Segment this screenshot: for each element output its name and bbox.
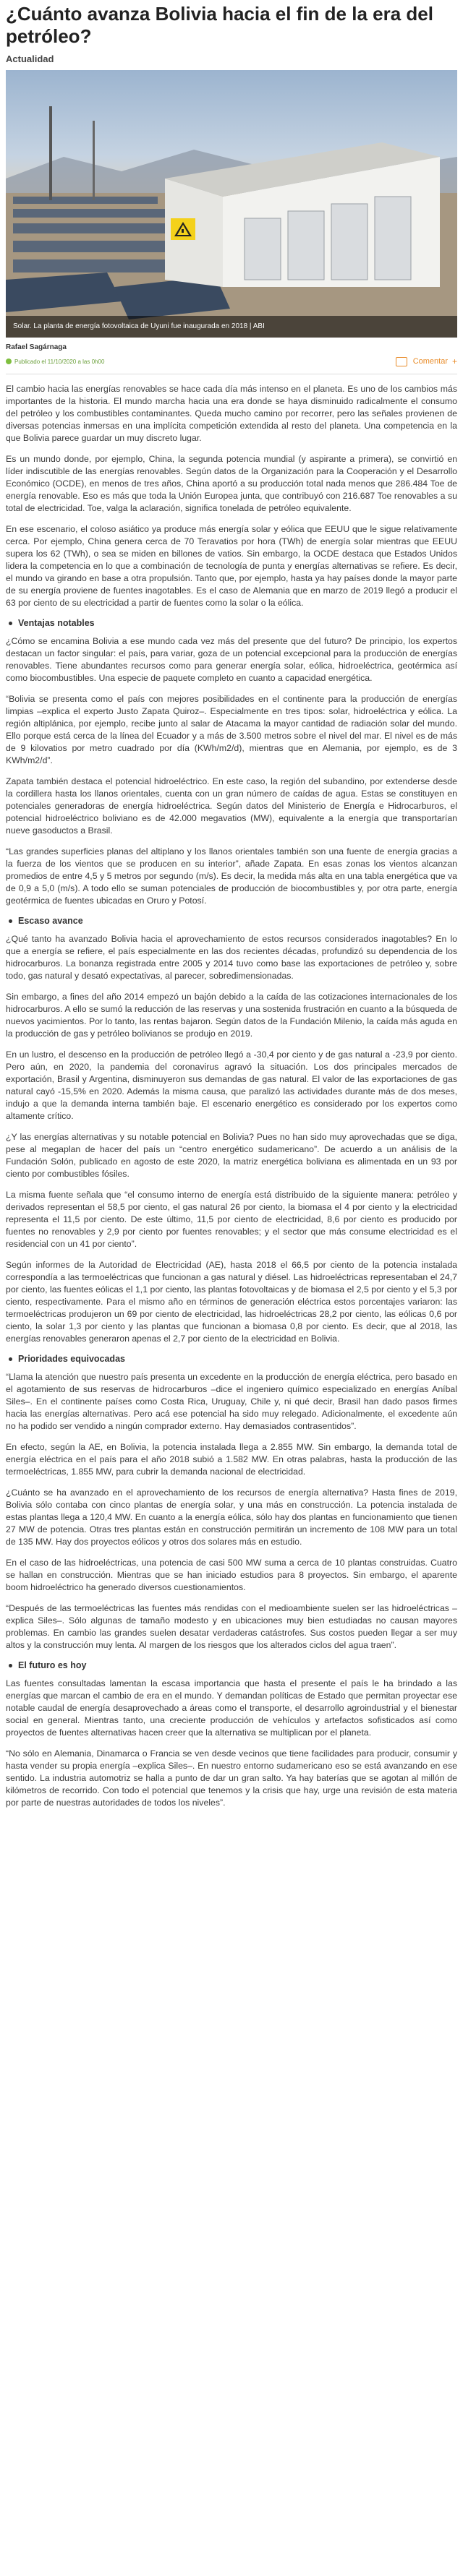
clock-icon bbox=[6, 359, 12, 364]
paragraph: ¿Y las energías alternativas y su notable potencial en Bolivia? Pues no han sido muy aprovechadas que se diga, pese al megaplan de hacer del país un “centro energético sudamericano”. De acuerdo a un análisis de la Fundación Solón, publicado en agosto de este 2020, la matriz energética boliviana es alimentada en un 93 por ciento por combustibles fósiles. bbox=[6, 1132, 457, 1179]
section-heading-text: El futuro es hoy bbox=[18, 1660, 87, 1670]
paragraph: La misma fuente señala que “el consumo interno de energía está distribuido de la siguiente manera: petróleo y derivados representan el 58,5 por ciento, el gas natural 26 por ciento, la biomasa el 4 por ciento y la electricidad representa el 11,5 por ciento. De este último, 11,5 por ciento de electricidad, 8,6 por ciento es producido por fuentes no renovables y 2,9 por ciento por fuentes renovables; y el sector que más consume electricidad es el residencial con un 41 por ciento”. bbox=[6, 1190, 457, 1249]
hero-caption: Solar. La planta de energía fotovoltaica de Uyuni fue inaugurada en 2018 | ABI bbox=[6, 316, 457, 338]
paragraph: Según informes de la Autoridad de Electricidad (AE), hasta 2018 el 66,5 por ciento de la potencia instalada correspondía a las termoeléctricas que funcionan a gas natural y diésel. Las hidroeléctricas representaban el 24,7 por ciento, las fuentes eólicas el 1,1 por ciento, las plantas fotovoltaicas y de biomasa el 2,5 por ciento y el 5,3 por ciento, respectivamente. Para el mismo año en términos de generación eléctrica estos porcentajes variaron: las termoeléctricas produjeron un 69 por ciento de electricidad, las hidroeléctricas 28,2 por ciento, las eólicas 0,6 por ciento, la solar 1,3 por ciento y las plantas que funcionan a biomasa 0,8 por ciento. Es decir, que al 2018, las energías renovables generaron apenas el 2,7 por ciento de la electricidad en Bolivia. bbox=[6, 1260, 457, 1344]
author-name[interactable]: Rafael Sagárnaga bbox=[6, 343, 67, 351]
article-title: ¿Cuánto avanza Bolivia hacia el fin de la era del petróleo? bbox=[6, 3, 433, 47]
paragraph: En un lustro, el descenso en la producción de petróleo llegó a -30,4 por ciento y de gas natural a -23,9 por ciento. Pero aún, en 2020, la pandemia del coronavirus agravó la situación. Los dos principales mercados de exportación, Brasil y Argentina, disminuyeron sus demandas de gas natural. El valor de las exportaciones de gas natural cayó -15,5% en 2020. Además la misma causa, que paralizó las actividades durante más de dos meses, indujo a que la demanda interna también baje. El escenario energético es considerado por los expertos como altamente crítico. bbox=[6, 1049, 457, 1121]
article-section-escaso-avance bbox=[6, 916, 457, 1345]
article-section-prioridades bbox=[6, 1354, 457, 1652]
comment-link[interactable]: Comentar bbox=[412, 357, 448, 366]
paragraph: ¿Qué tanto ha avanzado Bolivia hacia el aprovechamiento de estos recursos considerados inagotables? En lo que a energía se refiere, el país especialmente en las dos recientes décadas, profundizó su dependencia de los hidrocarburos. La bonanza registrada entre 2005 y 2014 tuvo como base las exportaciones de petróleo y, sobre todo, gas natural y desató expectativas, al parecer, sobredimensionadas. bbox=[6, 934, 457, 981]
bullet-icon bbox=[9, 1664, 12, 1667]
comment-icon[interactable] bbox=[396, 357, 407, 366]
paragraph: Sin embargo, a fines del año 2014 empezó un bajón debido a la caída de las cotizaciones internacionales de los hidrocarburos. A ello se sumó la reducción de las reservas y una sostenida frustración en cuanto a la búsqueda de nuevos yacimientos. Por lo tanto, las rentas bajaron. Según datos de la Fundación Milenio, la caída más aguda en la producción de gas y petróleo bolivianos se produjo en 2019. bbox=[6, 992, 457, 1039]
section-heading-text: Ventajas notables bbox=[18, 618, 95, 628]
paragraph: El cambio hacia las energías renovables se hace cada día más intenso en el planeta. Es uno de los cambios más importantes de la historia. El mundo marcha hacia una era donde se haya disminuido radicalmente el consumo del petróleo y los combustibles contaminantes. Queda mucho camino por recorrer, pero las señales provienen de diversas potencias inmersas en una implícita competición extendida al resto del planeta. Una competencia en la que Bolivia parece guardar un muy discreto lugar. bbox=[6, 384, 457, 443]
solar-plant-illustration bbox=[6, 70, 457, 338]
bullet-icon bbox=[9, 1357, 12, 1361]
hero-image bbox=[6, 70, 457, 338]
paragraph: Las fuentes consultadas lamentan la escasa importancia que hasta el presente el país le ha brindado a las energías que marcan el cambio de era en el mundo. Y demandan políticas de Estado que permitan proyectar ese notable caudal de energía desaprovechado a áreas como el transporte, el desarrollo agroindustrial y el bienestar social en general. Mientras tanto, una creciente producción de vehículos y artefactos sofisticados así como proyectos de fuentes alternativas hacen creer que la alternativa se multiplican por el planeta. bbox=[6, 1678, 457, 1738]
paragraph: En el caso de las hidroeléctricas, una potencia de casi 500 MW suma a cerca de 10 plantas construidas. Cuatro se hallan en construcción. Mientras que se han iniciado estudios para 8 proyectos. Sin embargo, el aparente boom hidroeléctrico ha generado diversos cuestionamientos. bbox=[6, 1558, 457, 1592]
meta-row bbox=[6, 353, 457, 369]
plus-icon[interactable]: + bbox=[451, 356, 457, 366]
paragraph: “Después de las termoeléctricas las fuentes más rendidas con el medioambiente suelen ser las hidroeléctricas –explica Siles–. Sólo algunas de tamaño modesto y en ubicaciones muy bien estudiadas no causan mayores problemas. En cambio las grandes suelen desatar verdaderas catástrofes. Sus costos pueden llegar a ser muy altos y la construcción muy lenta. Al margen de los riesgos que los alterados ciclos del agua traen”. bbox=[6, 1603, 457, 1650]
publish-date: Publicado el 11/10/2020 a las 0h00 bbox=[14, 358, 105, 365]
article-page bbox=[0, 3, 463, 1809]
paragraph: “Llama la atención que nuestro país presenta un excedente en la producción de energía eléctrica, pero basado en el agotamiento de sus reservas de hidrocarburos –dice el ingeniero químico especializado en energías Aníbal Siles–. En el continente países como Costa Rica, Uruguay, Chile y, ni qué decir, Brasil han dado pasos firmes hacia las energías alternativas. Pero acá ese potencial ha sido muy relegado. Adicionalmente, el excedente aún no ha podido ser vendido a ningún comprador externo. Hay demasiados contrasentidos”. bbox=[6, 1372, 457, 1431]
paragraph: ¿Cómo se encamina Bolivia a ese mundo cada vez más del presente que del futuro? De principio, los expertos destacan un factor singular: el país, para variar, goza de un potencial excepcional para la producción de energías renovables. Tiene abundantes recursos como para generar energía solar, eólica, hidroeléctrica, geotérmica así como biocombustibles. Una especie de paquete completo en cuanto a capacidad energética. bbox=[6, 636, 457, 683]
paragraph: “No sólo en Alemania, Dinamarca o Francia se ven desde vecinos que tiene facilidades para producir, consumir y hasta vender su propia energía –explica Siles–. En nuestro entorno sudamericano eso se está avanzando en ese sentido. La industria automotriz se halla a punto de dar un gran salto. Ya hay baterías que se agotan al millón de kilómetros de recorrido. Con todo el potencial que tenemos y la crisis que hay, urge una revisión de esta materia por parte de nuestras autoridades de todos los niveles”. bbox=[6, 1748, 457, 1808]
paragraph: Es un mundo donde, por ejemplo, China, la segunda potencia mundial (y aspirante a primera), se convirtió en líder indiscutible de las energías renovables. Según datos de la Organización para la Cooperación y el Desarrollo Económico (OCDE), en menos de tres años, China aportó a su producción total nada menos que 286.484 Toe de energía renovable. Eso es más que toda la Unión Europea junta, que contribuyó con 216.687 Toe renovables a su total de electricidad. Toe, valga la aclaración, significa tonelada de petróleo equivalente. bbox=[6, 454, 457, 513]
paragraph: “Bolivia se presenta como el país con mejores posibilidades en el continente para la producción de energías limpias –explica el experto Justo Zapata Quiroz–. Especialmente en tres tipos: solar, hidroeléctrica y eólica. La región altiplánica, por ejemplo, recibe junto al salar de Atacama la mayor cantidad de radiación solar del mundo. Ello porque está cerca de la línea del Ecuador y a más de 3.500 metros sobre el nivel del mar. El nivel es de más de 9 kilovatios por metro cuadrado por día (KWh/m2/d), mientras que en Alemania, por ejemplo, es de 3 KWh/m2/d”. bbox=[6, 694, 457, 765]
section-heading bbox=[9, 618, 457, 628]
section-heading bbox=[9, 1354, 457, 1364]
article-section-intro bbox=[6, 383, 457, 609]
section-heading bbox=[9, 916, 457, 926]
section-heading-text: Prioridades equivocadas bbox=[18, 1354, 125, 1364]
article-category[interactable]: Actualidad bbox=[6, 53, 54, 64]
section-heading-text: Escaso avance bbox=[18, 916, 83, 926]
paragraph: Zapata también destaca el potencial hidroeléctrico. En este caso, la región del subandino, por extenderse desde la cordillera hasta los llanos orientales, cuenta con un gran número de caídas de agua. Estas se constituyen en potenciales generadoras de energía hidroeléctrica. Según datos del Ministerio de Energía e Hidrocarburos, el potencial hidroeléctrico boliviano es de 42.000 megavatios (MW), equivalente a la energía que transportarían nueve gasoductos a Brasil. bbox=[6, 776, 457, 836]
section-heading bbox=[9, 1660, 457, 1670]
bullet-icon bbox=[9, 622, 12, 625]
paragraph: “Las grandes superficies planas del altiplano y los llanos orientales también son una fuente de energía gracias a la fuerza de los vientos que se producen en su interior”, añade Zapata. En esas zonas los vientos alcanzan promedios de entre 4,5 y 5 metros por segundo (m/s). Es decir, la medida más alta en una tabla energética que va de 0,9 a 5,0 (m/s). A todo ello se suman potenciales de producción de biocombustibles y, por otra parte, energía geotérmica de fuentes ubicadas en Oruro y Potosí. bbox=[6, 846, 457, 906]
paragraph: ¿Cuánto se ha avanzado en el aprovechamiento de los recursos de energía alternativa? Hasta fines de 2019, Bolivia sólo contaba con cinco plantas de energía solar, y una más en construcción. La potencia instalada de estas plantas llega a 120,4 MW. En cuanto a la energía eólica, sólo hay dos plantas en funcionamiento que tienen 27 MW de potencia. Otras tres plantas están en construcción permitirán un incremento de 108 MW para un total de 135 MW. Hay dos proyectos eólicos y otros dos solares más en estudio. bbox=[6, 1487, 457, 1547]
byline bbox=[6, 343, 457, 369]
paragraph: En efecto, según la AE, en Bolivia, la potencia instalada llega a 2.855 MW. Sin embargo, la demanda total de energía eléctrica en el país para el año 2018 subió a 1.582 MW. En otras palabras, hasta la producción de las termoeléctricas, 1.855 MW, para cubrir la demanda nacional de electricidad. bbox=[6, 1442, 457, 1477]
article-section-futuro bbox=[6, 1660, 457, 1809]
paragraph: En ese escenario, el coloso asiático ya produce más energía solar y eólica que EEUU que le sigue relativamente cerca. Por ejemplo, China genera cerca de 70 Teravatios por hora (TWh) de energía solar mientras que EEUU supera los 62 (TWh), o sea se miden en billones de vatios. Sin embargo, la OCDE destaca que Estados Unidos lidera la competencia en lo que a combinación de tecnología de punta y energías alternativas se refiere. Es decir, el mundo va girando en base a otra propulsión. Tanto que, por ejemplo, hasta ya hay países donde la mayor parte de su energía proviene de fuentes inagotables. Es el caso de Alemania que en marzo de 2019 llegó a producir el 63 por ciento de su electricidad a partir de fuentes como la solar o la eólica. bbox=[6, 524, 457, 608]
article-section-ventajas bbox=[6, 618, 457, 907]
bullet-icon bbox=[9, 919, 12, 923]
